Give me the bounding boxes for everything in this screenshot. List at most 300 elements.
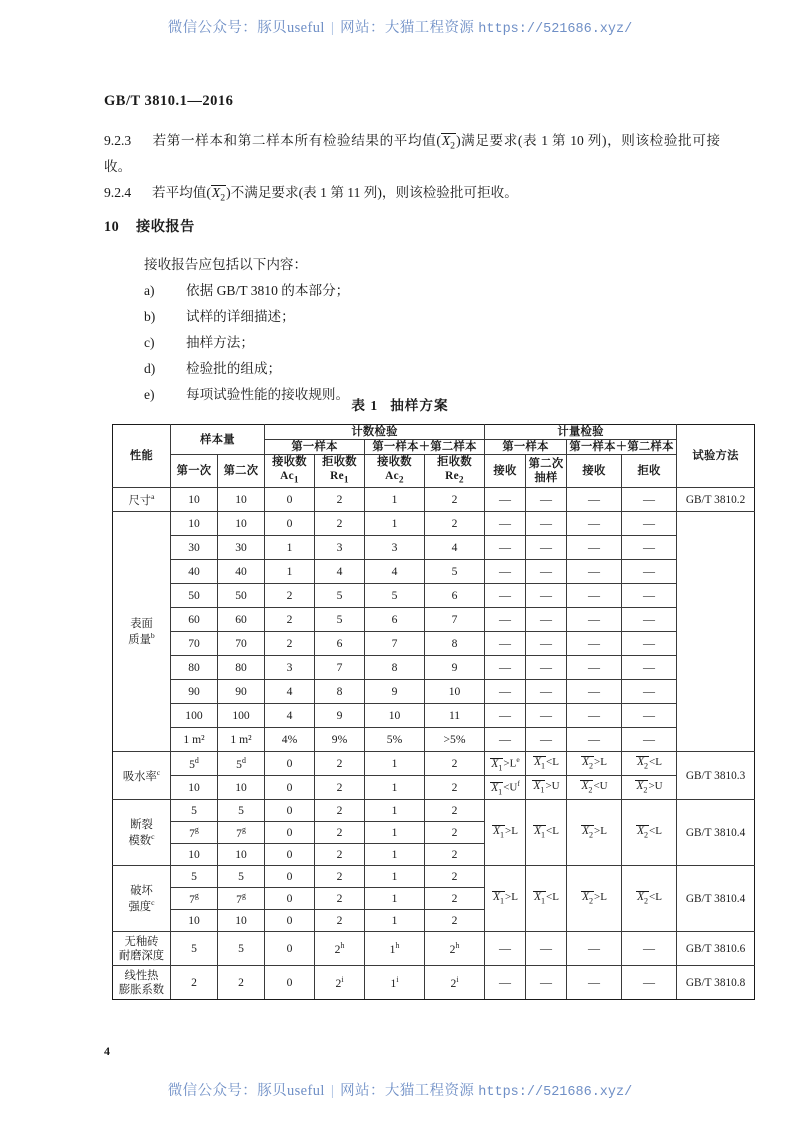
- table-row: [113, 800, 755, 822]
- cell-n2: 5: [218, 932, 265, 966]
- paragraph-text-before: 若平均值(: [152, 185, 211, 200]
- list-item: [144, 304, 349, 330]
- cell-re1: 2: [315, 910, 365, 932]
- cell-ac1: 0: [265, 488, 315, 512]
- cell-re2: 2: [425, 822, 485, 844]
- list-marker: a): [144, 283, 155, 298]
- cell-n1: 100: [171, 704, 218, 728]
- list-item-text: 抽样方法；: [186, 335, 254, 350]
- cell-measure-accept2: —: [567, 728, 622, 752]
- cell-measure-accept: —: [485, 584, 526, 608]
- cell-re2: 2: [425, 910, 485, 932]
- cell-measure-second: —: [526, 632, 567, 656]
- col-header-measure-reject: 拒收: [622, 455, 677, 488]
- cell-measure-second: —: [526, 512, 567, 536]
- row-label-water-absorption: 吸水率$^c$: [113, 752, 171, 800]
- cell-re1: 2$^h$: [315, 932, 365, 966]
- cell-ac1: 4: [265, 680, 315, 704]
- cell-ac2: 1: [365, 844, 425, 866]
- list-item-text: 试样的详细描述；: [186, 309, 295, 324]
- cell-formula-second: $X_1<L$: [526, 752, 567, 776]
- cell-formula-second: $X_1<L$: [526, 800, 567, 866]
- cell-ac1: 4%: [265, 728, 315, 752]
- list-item-text: 依据 GB/T 3810 的本部分；: [186, 283, 350, 298]
- cell-re1: 5: [315, 584, 365, 608]
- cell-re1: 5: [315, 608, 365, 632]
- col-header-measure-inspection: 计量检验: [485, 425, 677, 440]
- cell-ac1: 0: [265, 866, 315, 888]
- x-bar-symbol: [441, 133, 456, 152]
- cell-formula-accept2: $X_2<U$: [567, 776, 622, 800]
- cell-measure-reject: —: [622, 512, 677, 536]
- row-label-dimension: 尺寸$^a$: [113, 488, 171, 512]
- table-row: [113, 704, 755, 728]
- cell-measure-reject: —: [622, 608, 677, 632]
- cell-test-method: [677, 512, 755, 752]
- row-label-breaking-strength: 破坏 强度$^c$: [113, 866, 171, 932]
- cell-measure-accept: —: [485, 608, 526, 632]
- cell-re2: 2: [425, 888, 485, 910]
- cell-n2: 100: [218, 704, 265, 728]
- cell-re2: 8: [425, 632, 485, 656]
- cell-measure-accept2: —: [567, 656, 622, 680]
- cell-ac2: 6: [365, 608, 425, 632]
- cell-measure-accept: —: [485, 932, 526, 966]
- cell-ac2: 10: [365, 704, 425, 728]
- cell-formula-accept: $X_1<U^f$: [485, 776, 526, 800]
- cell-measure-accept: —: [485, 680, 526, 704]
- cell-measure-accept: —: [485, 632, 526, 656]
- cell-ac2: 1: [365, 910, 425, 932]
- col-header-second-time: 第二次: [218, 455, 265, 488]
- cell-n2: 60: [218, 608, 265, 632]
- cell-re1: 2: [315, 776, 365, 800]
- cell-re2: 10: [425, 680, 485, 704]
- cell-re1: 2: [315, 822, 365, 844]
- cell-measure-accept: —: [485, 728, 526, 752]
- paragraph-9-2-4: [104, 180, 720, 206]
- cell-n2: 30: [218, 536, 265, 560]
- cell-formula-second: $X_1<L$: [526, 866, 567, 932]
- cell-n2: 5$^d$: [218, 752, 265, 776]
- col-header-second-sampling: 第二次 抽样: [526, 455, 567, 488]
- cell-ac1: 0: [265, 888, 315, 910]
- cell-measure-second: —: [526, 584, 567, 608]
- cell-measure-accept: —: [485, 656, 526, 680]
- col-header-measure-first-sample: 第一样本: [485, 440, 567, 455]
- watermark-account: 豚贝useful: [257, 1083, 325, 1099]
- cell-n2: 10: [218, 512, 265, 536]
- cell-n2: 50: [218, 584, 265, 608]
- list-item: [144, 330, 349, 356]
- cell-test-method: GB/T 3810.3: [677, 752, 755, 800]
- cell-measure-accept: —: [485, 560, 526, 584]
- paragraph-number: 9.2.4: [104, 185, 132, 200]
- watermark-bottom: [0, 1079, 800, 1100]
- cell-ac2: 9: [365, 680, 425, 704]
- cell-measure-reject: —: [622, 488, 677, 512]
- watermark-prefix: 微信公众号：: [167, 20, 258, 36]
- cell-n2: 7$^g$: [218, 822, 265, 844]
- cell-re1: 2: [315, 800, 365, 822]
- clause-heading: [104, 216, 195, 236]
- cell-re1: 8: [315, 680, 365, 704]
- ac1-symbol: $Ac_1$: [280, 470, 299, 486]
- x-subscript: 2: [450, 140, 456, 152]
- ac2-symbol: $Ac_2$: [385, 470, 404, 486]
- cell-test-method: GB/T 3810.2: [677, 488, 755, 512]
- cell-ac1: 0: [265, 822, 315, 844]
- cell-measure-second: —: [526, 932, 567, 966]
- row-label-abrasion-depth: 无釉砖 耐磨深度: [113, 932, 171, 966]
- cell-n1: 1 m²: [171, 728, 218, 752]
- row-label-modulus-of-rupture: 断裂 模数$^c$: [113, 800, 171, 866]
- cell-n1: 10: [171, 512, 218, 536]
- watermark-site-label: 网站：: [340, 20, 385, 36]
- cell-formula-accept2: $X_2>L$: [567, 752, 622, 776]
- cell-test-method: GB/T 3810.6: [677, 932, 755, 966]
- table-body: [113, 488, 755, 1000]
- cell-test-method: GB/T 3810.4: [677, 800, 755, 866]
- cell-measure-reject: —: [622, 932, 677, 966]
- table-row: [113, 866, 755, 888]
- cell-measure-accept: —: [485, 966, 526, 1000]
- cell-measure-accept2: —: [567, 680, 622, 704]
- cell-measure-second: —: [526, 536, 567, 560]
- cell-formula-reject: $X_2>U$: [622, 776, 677, 800]
- cell-n2: 5: [218, 800, 265, 822]
- cell-re1: 2: [315, 488, 365, 512]
- cell-re2: 2: [425, 512, 485, 536]
- cell-re2: 9: [425, 656, 485, 680]
- table-caption: [0, 394, 800, 414]
- cell-re2: 2: [425, 866, 485, 888]
- body-paragraphs: [104, 128, 720, 206]
- cell-measure-second: —: [526, 966, 567, 1000]
- cell-measure-accept2: —: [567, 536, 622, 560]
- cell-re1: 9%: [315, 728, 365, 752]
- cell-ac2: 5%: [365, 728, 425, 752]
- cell-ac1: 0: [265, 800, 315, 822]
- cell-ac1: 0: [265, 752, 315, 776]
- cell-n1: 10: [171, 844, 218, 866]
- cell-n2: 10: [218, 776, 265, 800]
- table-row: [113, 966, 755, 1000]
- x-bar-symbol: [211, 185, 226, 204]
- sampling-table-container: [112, 424, 746, 1000]
- cell-n1: 5: [171, 932, 218, 966]
- table-row: [113, 656, 755, 680]
- cell-n1: 7$^g$: [171, 888, 218, 910]
- cell-re1: 7: [315, 656, 365, 680]
- row-label-thermal-expansion: 线性热 膨胀系数: [113, 966, 171, 1000]
- re2-symbol: $Re_2$: [445, 470, 464, 486]
- cell-ac2: 1: [365, 866, 425, 888]
- clause-title: 接收报告: [136, 219, 195, 235]
- col-header-count-first-sample: 第一样本: [265, 440, 365, 455]
- cell-ac1: 0: [265, 844, 315, 866]
- cell-re2: 2$^h$: [425, 932, 485, 966]
- reject-count-label: 拒收数: [322, 456, 357, 469]
- list-marker: c): [144, 335, 155, 350]
- cell-n2: 1 m²: [218, 728, 265, 752]
- cell-re1: 6: [315, 632, 365, 656]
- watermark-top: [0, 16, 800, 37]
- col-header-re1: [315, 455, 365, 488]
- table-row: [113, 560, 755, 584]
- cell-ac1: 2: [265, 608, 315, 632]
- table-row: [113, 584, 755, 608]
- cell-measure-accept2: —: [567, 608, 622, 632]
- cell-test-method: GB/T 3810.4: [677, 866, 755, 932]
- watermark-site-name: 大猫工程资源: [384, 1083, 475, 1099]
- cell-n1: 80: [171, 656, 218, 680]
- watermark-site-name: 大猫工程资源: [384, 20, 475, 36]
- cell-re2: 2: [425, 488, 485, 512]
- cell-n1: 10: [171, 488, 218, 512]
- cell-ac2: 1: [365, 822, 425, 844]
- cell-ac2: 1: [365, 888, 425, 910]
- cell-measure-reject: —: [622, 632, 677, 656]
- cell-measure-accept: —: [485, 536, 526, 560]
- cell-ac2: 8: [365, 656, 425, 680]
- table-caption-label: 表 1: [351, 398, 379, 413]
- list-item-text: 检验批的组成；: [186, 361, 282, 376]
- cell-n1: 5: [171, 800, 218, 822]
- table-caption-title: 抽样方案: [390, 398, 449, 413]
- cell-ac1: 1: [265, 536, 315, 560]
- cell-measure-second: —: [526, 656, 567, 680]
- col-header-property: 性能: [113, 425, 171, 488]
- table-row: [113, 536, 755, 560]
- cell-n2: 10: [218, 910, 265, 932]
- cell-n1: 5$^d$: [171, 752, 218, 776]
- x-symbol: X: [211, 185, 221, 200]
- list-marker: b): [144, 309, 156, 324]
- cell-measure-second: —: [526, 680, 567, 704]
- cell-ac2: 1: [365, 512, 425, 536]
- table-head: [113, 425, 755, 488]
- watermark-url: https://521686.xyz/: [478, 1085, 633, 1100]
- table-row: [113, 680, 755, 704]
- table-header-row-3: [113, 455, 755, 488]
- report-contents-list: [144, 252, 349, 408]
- table-row: [113, 512, 755, 536]
- cell-n2: 10: [218, 488, 265, 512]
- cell-n2: 10: [218, 844, 265, 866]
- cell-formula-second: $X_1>U$: [526, 776, 567, 800]
- cell-measure-second: —: [526, 488, 567, 512]
- cell-re2: 2: [425, 844, 485, 866]
- list-marker: e): [144, 387, 155, 402]
- cell-n1: 90: [171, 680, 218, 704]
- list-item: [144, 278, 349, 304]
- table-header-row: [113, 425, 755, 440]
- cell-measure-accept: —: [485, 512, 526, 536]
- x-subscript: 2: [220, 192, 226, 204]
- row-label-surface-quality: 表面 质量$^b$: [113, 512, 171, 752]
- cell-measure-accept2: —: [567, 488, 622, 512]
- cell-ac2: 1: [365, 776, 425, 800]
- table-row: [113, 608, 755, 632]
- cell-re1: 2: [315, 844, 365, 866]
- cell-re1: 2: [315, 888, 365, 910]
- col-header-sample-size: 样本量: [171, 425, 265, 455]
- cell-n2: 70: [218, 632, 265, 656]
- cell-measure-accept2: —: [567, 560, 622, 584]
- cell-ac1: 1: [265, 560, 315, 584]
- cell-re1: 2: [315, 512, 365, 536]
- paragraph-text-after: )满足要求(表 1 第 10 列)，则该检验批可接收。: [104, 133, 720, 174]
- watermark-separator: |: [330, 1083, 335, 1099]
- cell-ac2: 4: [365, 560, 425, 584]
- sampling-table: [112, 424, 755, 1000]
- cell-ac1: 2: [265, 632, 315, 656]
- cell-re2: 5: [425, 560, 485, 584]
- cell-measure-accept2: —: [567, 966, 622, 1000]
- col-header-count-inspection: 计数检验: [265, 425, 485, 440]
- cell-formula-accept: $X_1>L$: [485, 866, 526, 932]
- reject-count-label: 拒收数: [437, 456, 472, 469]
- cell-formula-accept2: $X_2>L$: [567, 800, 622, 866]
- cell-measure-second: —: [526, 728, 567, 752]
- cell-re2: 4: [425, 536, 485, 560]
- cell-measure-accept: —: [485, 704, 526, 728]
- cell-measure-accept: —: [485, 488, 526, 512]
- cell-n1: 70: [171, 632, 218, 656]
- table-row: [113, 752, 755, 776]
- paragraph-number: 9.2.3: [104, 133, 132, 148]
- table-row: [113, 776, 755, 800]
- cell-re2: 2$^i$: [425, 966, 485, 1000]
- cell-n1: 50: [171, 584, 218, 608]
- accept-count-label: 接收数: [377, 456, 412, 469]
- cell-ac2: 5: [365, 584, 425, 608]
- cell-ac2: 7: [365, 632, 425, 656]
- cell-test-method: GB/T 3810.8: [677, 966, 755, 1000]
- cell-ac2: 1: [365, 752, 425, 776]
- cell-measure-accept2: —: [567, 704, 622, 728]
- standard-number: GB/T 3810.1—2016: [104, 93, 234, 109]
- cell-n2: 40: [218, 560, 265, 584]
- cell-n1: 5: [171, 866, 218, 888]
- cell-measure-reject: —: [622, 728, 677, 752]
- cell-measure-reject: —: [622, 584, 677, 608]
- col-header-ac1: [265, 455, 315, 488]
- col-header-first-time: 第一次: [171, 455, 218, 488]
- cell-ac2: 1$^i$: [365, 966, 425, 1000]
- cell-ac2: 1: [365, 488, 425, 512]
- watermark-url: https://521686.xyz/: [478, 22, 633, 37]
- col-header-measure-accept: 接收: [485, 455, 526, 488]
- page-number: 4: [104, 1044, 110, 1058]
- cell-re2: 2: [425, 752, 485, 776]
- cell-formula-accept: $X_1>L^e$: [485, 752, 526, 776]
- cell-re2: 2: [425, 776, 485, 800]
- cell-n1: 40: [171, 560, 218, 584]
- cell-formula-reject: $X_2<L$: [622, 866, 677, 932]
- cell-formula-accept2: $X_2>L$: [567, 866, 622, 932]
- cell-re1: 3: [315, 536, 365, 560]
- cell-re1: 9: [315, 704, 365, 728]
- cell-n1: 60: [171, 608, 218, 632]
- cell-re1: 2$^i$: [315, 966, 365, 1000]
- paragraph-9-2-3: [104, 128, 720, 180]
- paragraph-text-before: 若第一样本和第二样本所有检验结果的平均值(: [152, 133, 441, 148]
- cell-re2: >5%: [425, 728, 485, 752]
- watermark-site-label: 网站：: [340, 1083, 385, 1099]
- re1-symbol: $Re_1$: [330, 470, 349, 486]
- cell-ac1: 4: [265, 704, 315, 728]
- cell-n1: 2: [171, 966, 218, 1000]
- cell-re1: 2: [315, 752, 365, 776]
- watermark-prefix: 微信公众号：: [167, 1083, 258, 1099]
- cell-measure-second: —: [526, 704, 567, 728]
- cell-n1: 10: [171, 776, 218, 800]
- cell-n2: 2: [218, 966, 265, 1000]
- watermark-separator: |: [330, 20, 335, 36]
- col-header-test-method: 试验方法: [677, 425, 755, 488]
- list-item: [144, 356, 349, 382]
- col-header-re2: [425, 455, 485, 488]
- watermark-account: 豚贝useful: [257, 20, 325, 36]
- cell-re2: 2: [425, 800, 485, 822]
- col-header-measure-accept2: 接收: [567, 455, 622, 488]
- cell-re1: 4: [315, 560, 365, 584]
- clause-number: 10: [104, 219, 120, 235]
- cell-measure-reject: —: [622, 536, 677, 560]
- cell-measure-accept2: —: [567, 932, 622, 966]
- cell-ac1: 0: [265, 966, 315, 1000]
- cell-measure-accept2: —: [567, 512, 622, 536]
- table-row: [113, 932, 755, 966]
- cell-measure-reject: —: [622, 560, 677, 584]
- table-row: [113, 488, 755, 512]
- cell-measure-accept2: —: [567, 584, 622, 608]
- cell-measure-reject: —: [622, 680, 677, 704]
- cell-re2: 11: [425, 704, 485, 728]
- cell-n2: 80: [218, 656, 265, 680]
- cell-formula-reject: $X_2<L$: [622, 800, 677, 866]
- col-header-measure-first-plus-second: 第一样本＋第二样本: [567, 440, 677, 455]
- cell-measure-reject: —: [622, 704, 677, 728]
- cell-re2: 7: [425, 608, 485, 632]
- paragraph-text-after: )不满足要求(表 1 第 11 列)，则该检验批可拒收。: [226, 185, 518, 200]
- x-symbol: X: [441, 133, 451, 148]
- cell-re1: 2: [315, 866, 365, 888]
- cell-ac2: 1$^h$: [365, 932, 425, 966]
- table-row: [113, 632, 755, 656]
- cell-n2: 90: [218, 680, 265, 704]
- cell-ac1: 0: [265, 776, 315, 800]
- cell-re2: 6: [425, 584, 485, 608]
- list-item-text: 每项试验性能的接收规则。: [186, 387, 350, 402]
- cell-measure-second: —: [526, 560, 567, 584]
- list-marker: d): [144, 361, 156, 376]
- cell-ac1: 2: [265, 584, 315, 608]
- cell-ac2: 1: [365, 800, 425, 822]
- table-row: [113, 728, 755, 752]
- cell-measure-second: —: [526, 608, 567, 632]
- cell-ac2: 3: [365, 536, 425, 560]
- cell-measure-accept2: —: [567, 632, 622, 656]
- cell-n2: 7$^g$: [218, 888, 265, 910]
- cell-measure-reject: —: [622, 966, 677, 1000]
- cell-ac1: 0: [265, 910, 315, 932]
- accept-count-label: 接收数: [272, 456, 307, 469]
- cell-ac1: 0: [265, 932, 315, 966]
- cell-measure-reject: —: [622, 656, 677, 680]
